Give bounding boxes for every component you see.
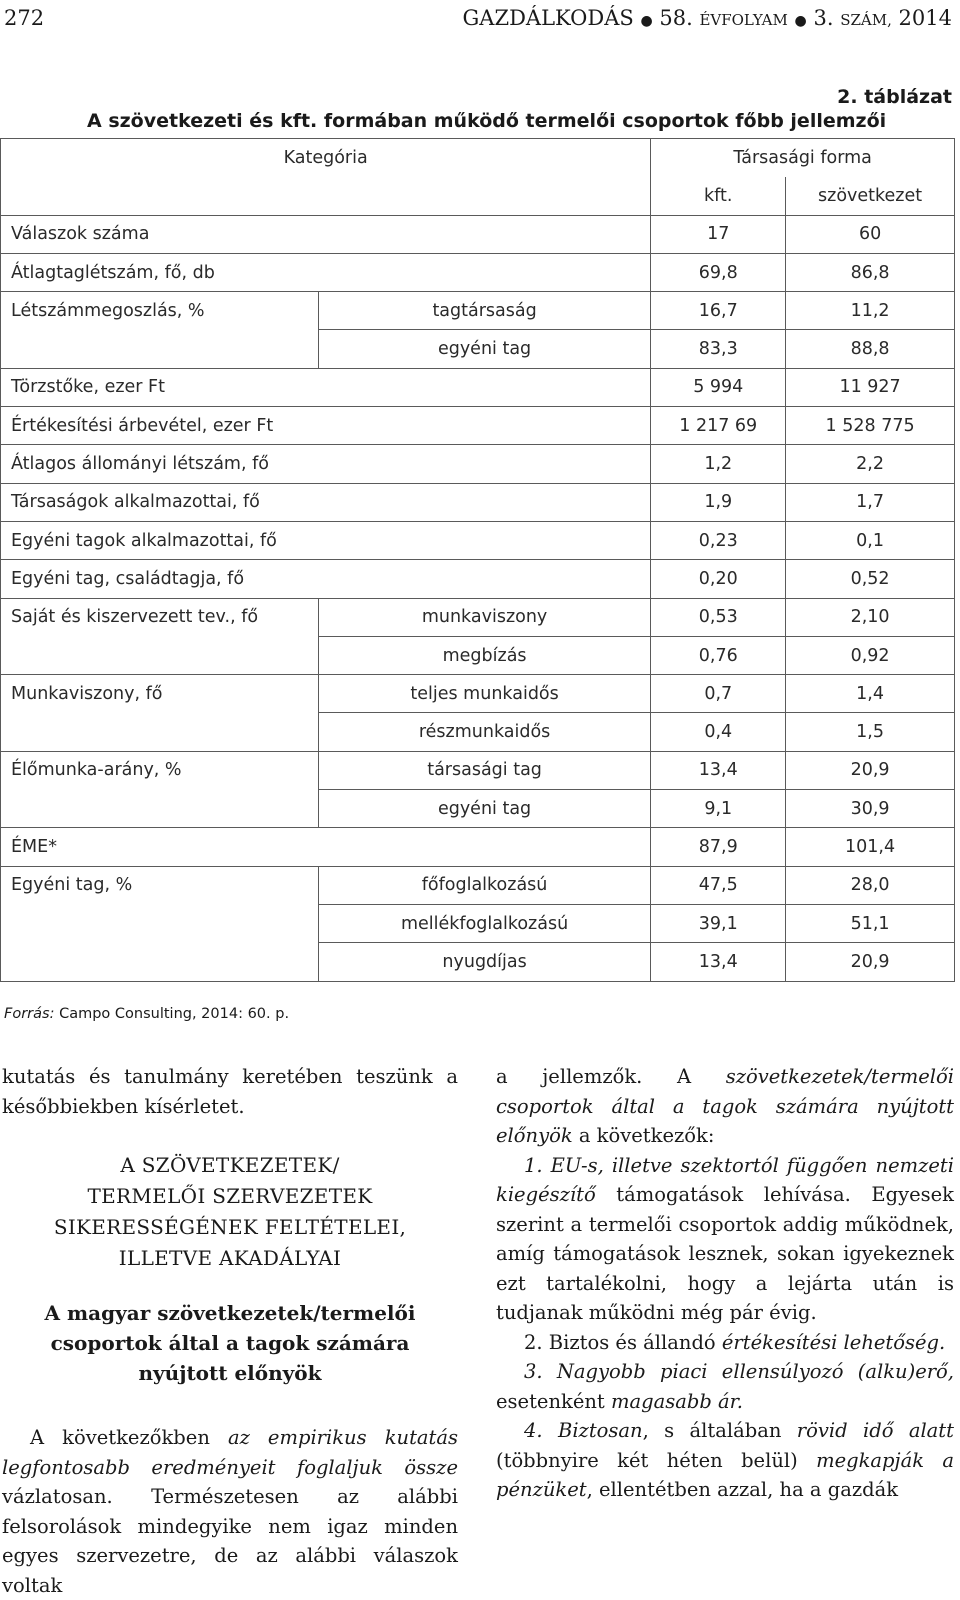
bullet-separator: ●: [794, 13, 807, 29]
table-row: [1, 751, 955, 789]
table-row: [1, 253, 955, 291]
value-kft: 16,7: [651, 292, 786, 330]
value-kft: 1 217 69: [651, 407, 786, 445]
text-run: , ellentétben azzal, ha a gazdák: [586, 1478, 899, 1501]
table-row: [1, 330, 955, 368]
value-szovetkezet: 2,2: [786, 445, 955, 483]
row-subcategory: munkaviszony: [318, 598, 651, 636]
table-title: A szövetkezeti és kft. formában működő termelői csoportok főbb jellemzői: [87, 110, 887, 132]
italic-text: magasabb ár.: [610, 1389, 744, 1413]
subsection-heading: [2, 1298, 458, 1388]
italic-text: rövid idő alatt: [796, 1419, 954, 1442]
section-heading-line: SIKERESSÉGÉNEK FELTÉTELEI,: [53, 1215, 407, 1239]
value-szovetkezet: 0,52: [786, 560, 955, 598]
row-category: Egyéni tag, %: [1, 866, 319, 904]
issue-number: 3.: [813, 6, 834, 30]
source-label: Forrás:: [4, 1006, 55, 1022]
paragraph: kutatás és tanulmány keretében teszünk a későbbiekben kísérletet.: [2, 1065, 458, 1118]
row-subcategory: tagtársaság: [318, 292, 651, 330]
list-item: [496, 1357, 954, 1416]
value-szovetkezet: 2,10: [786, 598, 955, 636]
row-subcategory: egyéni tag: [318, 330, 651, 368]
value-kft: 0,23: [651, 521, 786, 559]
italic-text: értékesítési lehetőség.: [721, 1330, 946, 1354]
value-szovetkezet: 1 528 775: [786, 407, 955, 445]
row-category: Egyéni tag, családtagja, fő: [1, 560, 651, 598]
row-category: Átlagtaglétszám, fő, db: [1, 253, 651, 291]
row-category: Egyéni tagok alkalmazottai, fő: [1, 521, 651, 559]
row-category: Törzstőke, ezer Ft: [1, 368, 651, 406]
table-row: [1, 445, 955, 483]
value-kft: 47,5: [651, 866, 786, 904]
subsection-heading-line: nyújtott előnyök: [138, 1361, 322, 1385]
italic-text: 1. EU-s, illetve szektortól függően nemzeti kiegészítő: [496, 1153, 954, 1206]
row-subcategory: társasági tag: [318, 751, 651, 789]
value-szovetkezet: 1,4: [786, 675, 955, 713]
table-row: [1, 560, 955, 598]
list-item: [496, 1416, 954, 1505]
table-label: 2. táblázat: [837, 86, 952, 108]
italic-text: 3. Nagyobb piaci ellensúlyozó (alku)erő,: [524, 1360, 954, 1383]
volume-number: 58.: [659, 6, 693, 30]
value-szovetkezet: 86,8: [786, 253, 955, 291]
running-header: [0, 6, 960, 40]
value-szovetkezet: 88,8: [786, 330, 955, 368]
value-kft: 0,76: [651, 636, 786, 674]
italic-text: megkapják a pénzüket: [496, 1448, 954, 1501]
text-run: vázlatosan. Természetesen az alábbi felsorolások mindegyike nem igaz minden egyes szervezetre, de az alábbi válaszok voltak: [2, 1485, 458, 1597]
issue-word: SZÁM,: [840, 11, 892, 29]
table-row: [1, 483, 955, 521]
row-category: Értékesítési árbevétel, ezer Ft: [1, 407, 651, 445]
row-category: [1, 713, 319, 751]
year: 2014: [898, 6, 952, 30]
table-row: [1, 598, 955, 636]
row-subcategory: teljes munkaidős: [318, 675, 651, 713]
value-szovetkezet: 28,0: [786, 866, 955, 904]
text-run: , s általában: [642, 1419, 797, 1442]
value-szovetkezet: 20,9: [786, 943, 955, 981]
text-run: 2. Biztos és állandó: [524, 1330, 722, 1354]
value-szovetkezet: 0,1: [786, 521, 955, 559]
journal-name: GAZDÁLKODÁS: [462, 6, 634, 30]
value-szovetkezet: 20,9: [786, 751, 955, 789]
text-run: esetenként: [496, 1389, 611, 1413]
row-category: Átlagos állományi létszám, fő: [1, 445, 651, 483]
subsection-heading-line: csoportok által a tagok számára: [50, 1331, 410, 1355]
value-szovetkezet: 101,4: [786, 828, 955, 866]
table-row: [1, 828, 955, 866]
text-run: támogatások lehívása. Egyesek szerint a termelői csoportok addig működnek, amíg támogatások lesznek, sokan igyekeznek ezt tartalékolni, hogy a lejárta után is tudjanak működni még pár évig.: [496, 1183, 954, 1324]
row-subcategory: részmunkaidős: [318, 713, 651, 751]
italic-text: 4. Biztosan: [524, 1419, 643, 1442]
table-source: [4, 1006, 289, 1022]
value-szovetkezet: 11 927: [786, 368, 955, 406]
paragraph: [2, 1423, 458, 1600]
row-category: Élőmunka-arány, %: [1, 751, 319, 789]
row-category: Munkaviszony, fő: [1, 675, 319, 713]
header-szovetkezet: szövetkezet: [786, 177, 955, 215]
left-text-column: [2, 1062, 458, 1600]
value-kft: 17: [651, 215, 786, 253]
header-form: Társasági forma: [651, 139, 955, 177]
text-run: (többnyire két héten belül): [496, 1448, 817, 1472]
table-row: [1, 636, 955, 674]
value-szovetkezet: 0,92: [786, 636, 955, 674]
italic-text: szövetkezetek/termelői csoportok által a tagok számára nyújtott előnyök: [496, 1065, 954, 1147]
value-szovetkezet: 1,5: [786, 713, 955, 751]
value-kft: 0,4: [651, 713, 786, 751]
right-text-column: [496, 1062, 954, 1505]
row-category: Létszámmegoszlás, %: [1, 292, 319, 330]
value-kft: 39,1: [651, 904, 786, 942]
page-number: 272: [4, 6, 45, 30]
table-row: [1, 215, 955, 253]
list-item: [496, 1151, 954, 1328]
value-kft: 13,4: [651, 751, 786, 789]
value-kft: 0,20: [651, 560, 786, 598]
row-category: Válaszok száma: [1, 215, 651, 253]
row-category: Társaságok alkalmazottai, fő: [1, 483, 651, 521]
section-heading-line: A SZÖVETKEZETEK/: [120, 1153, 340, 1177]
row-category: [1, 330, 319, 368]
bullet-separator: ●: [640, 13, 653, 29]
text-run: a jellemzők. A: [496, 1065, 726, 1088]
header-blank-cell: [1, 177, 651, 215]
value-kft: 87,9: [651, 828, 786, 866]
section-heading-line: ILLETVE AKADÁLYAI: [118, 1246, 342, 1270]
table-row: [1, 292, 955, 330]
text-run: a következők:: [572, 1124, 715, 1147]
volume-word: ÉVFOLYAM: [699, 11, 788, 29]
row-subcategory: egyéni tag: [318, 790, 651, 828]
value-szovetkezet: 30,9: [786, 790, 955, 828]
value-kft: 69,8: [651, 253, 786, 291]
value-szovetkezet: 1,7: [786, 483, 955, 521]
value-szovetkezet: 60: [786, 215, 955, 253]
table-header-row: [1, 139, 955, 177]
value-kft: 5 994: [651, 368, 786, 406]
table-row: [1, 866, 955, 904]
table-row: [1, 675, 955, 713]
text-run: A következőkben: [30, 1426, 228, 1449]
value-kft: 9,1: [651, 790, 786, 828]
table-row: [1, 790, 955, 828]
table-row: [1, 904, 955, 942]
value-kft: 0,53: [651, 598, 786, 636]
table-row: [1, 521, 955, 559]
source-text: Campo Consulting, 2014: 60. p.: [54, 1006, 290, 1022]
row-category: ÉME*: [1, 828, 651, 866]
value-szovetkezet: 11,2: [786, 292, 955, 330]
characteristics-table: [0, 138, 955, 982]
row-category: [1, 790, 319, 828]
subsection-heading-line: A magyar szövetkezetek/termelői: [44, 1301, 416, 1325]
table-row: [1, 407, 955, 445]
value-kft: 0,7: [651, 675, 786, 713]
value-szovetkezet: 51,1: [786, 904, 955, 942]
row-category: [1, 904, 319, 942]
table-subheader-row: [1, 177, 955, 215]
section-heading: [2, 1150, 458, 1274]
journal-title: [463, 6, 952, 30]
table-row: [1, 943, 955, 981]
value-kft: 13,4: [651, 943, 786, 981]
row-category: [1, 636, 319, 674]
row-subcategory: nyugdíjas: [318, 943, 651, 981]
table-row: [1, 713, 955, 751]
row-category: Saját és kiszervezett tev., fő: [1, 598, 319, 636]
value-kft: 83,3: [651, 330, 786, 368]
section-heading-line: TERMELŐI SZERVEZETEK: [87, 1184, 373, 1208]
row-subcategory: megbízás: [318, 636, 651, 674]
value-kft: 1,2: [651, 445, 786, 483]
value-kft: 1,9: [651, 483, 786, 521]
row-category: [1, 943, 319, 981]
row-subcategory: mellékfoglalkozású: [318, 904, 651, 942]
header-kft: kft.: [651, 177, 786, 215]
italic-text: az empirikus kutatás legfontosabb eredményeit foglaljuk össze: [2, 1426, 458, 1479]
table-row: [1, 368, 955, 406]
list-item: [496, 1328, 954, 1358]
header-category: Kategória: [1, 139, 651, 177]
row-subcategory: főfoglalkozású: [318, 866, 651, 904]
paragraph: [496, 1062, 954, 1151]
